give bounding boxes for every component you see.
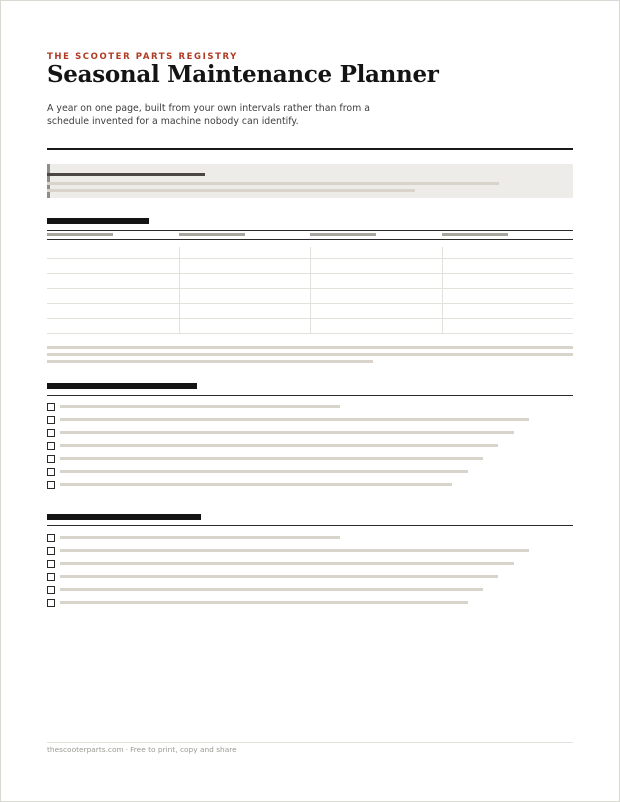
- task-label-placeholder: [60, 444, 498, 447]
- task-checkbox[interactable]: [47, 547, 55, 555]
- column-header-placeholder: [442, 233, 508, 236]
- section-heading-placeholder: [47, 383, 197, 389]
- task-checkbox[interactable]: [47, 403, 55, 411]
- table-row-line: [47, 288, 573, 289]
- section-heading-placeholder: [47, 514, 201, 520]
- task-label-placeholder: [60, 562, 514, 565]
- task-label-placeholder: [60, 418, 529, 421]
- column-header-placeholder: [179, 233, 245, 236]
- table-row-line: [47, 318, 573, 319]
- table-row-line: [47, 333, 573, 334]
- intro-paragraph: [47, 102, 377, 128]
- footer-separator: ·: [125, 745, 129, 754]
- task-checkbox[interactable]: [47, 468, 55, 476]
- table-row-line: [47, 258, 573, 259]
- table-header-rule: [47, 239, 573, 240]
- task-checkbox[interactable]: [47, 599, 55, 607]
- task-label-placeholder: [60, 588, 483, 591]
- task-checkbox[interactable]: [47, 586, 55, 594]
- table-column-divider: [310, 247, 311, 334]
- callout-heading-placeholder: [47, 173, 205, 176]
- footer-site-link[interactable]: thescooterparts.com: [47, 745, 124, 754]
- section-rule: [47, 525, 573, 526]
- footer-rule: [47, 742, 573, 743]
- page-title: Seasonal Maintenance Planner: [47, 61, 439, 88]
- table-column-divider: [442, 247, 443, 334]
- task-checkbox[interactable]: [47, 455, 55, 463]
- table-note-placeholder: [47, 353, 573, 356]
- callout-text-placeholder: [47, 189, 415, 192]
- intro-line-1: A year on one page, built from your own intervals rather than from a: [47, 103, 370, 114]
- registry-kicker: THE SCOOTER PARTS REGISTRY: [47, 52, 238, 62]
- note-callout: [47, 164, 573, 198]
- task-checkbox[interactable]: [47, 442, 55, 450]
- task-checkbox[interactable]: [47, 573, 55, 581]
- task-label-placeholder: [60, 405, 340, 408]
- task-checkbox[interactable]: [47, 429, 55, 437]
- task-label-placeholder: [60, 601, 468, 604]
- footer-note: Free to print, copy and share: [130, 745, 237, 754]
- table-note-placeholder: [47, 360, 373, 363]
- column-header-placeholder: [47, 233, 113, 236]
- callout-text-placeholder: [47, 182, 499, 185]
- column-header-placeholder: [310, 233, 376, 236]
- task-label-placeholder: [60, 483, 452, 486]
- task-label-placeholder: [60, 575, 498, 578]
- table-top-rule: [47, 230, 573, 231]
- task-label-placeholder: [60, 549, 529, 552]
- callout-edge: [47, 164, 50, 198]
- task-label-placeholder: [60, 431, 514, 434]
- task-label-placeholder: [60, 470, 468, 473]
- task-checkbox[interactable]: [47, 481, 55, 489]
- task-checkbox[interactable]: [47, 560, 55, 568]
- table-column-divider: [179, 247, 180, 334]
- task-checkbox[interactable]: [47, 534, 55, 542]
- header-divider: [47, 148, 573, 150]
- planner-page: [1, 1, 619, 801]
- task-checkbox[interactable]: [47, 416, 55, 424]
- page-footer: [47, 745, 237, 754]
- table-row-line: [47, 303, 573, 304]
- table-note-placeholder: [47, 346, 573, 349]
- section-rule: [47, 395, 573, 396]
- section-heading-placeholder: [47, 218, 149, 224]
- table-row-line: [47, 273, 573, 274]
- intro-line-2: schedule invented for a machine nobody can identify.: [47, 116, 299, 127]
- task-label-placeholder: [60, 457, 483, 460]
- task-label-placeholder: [60, 536, 340, 539]
